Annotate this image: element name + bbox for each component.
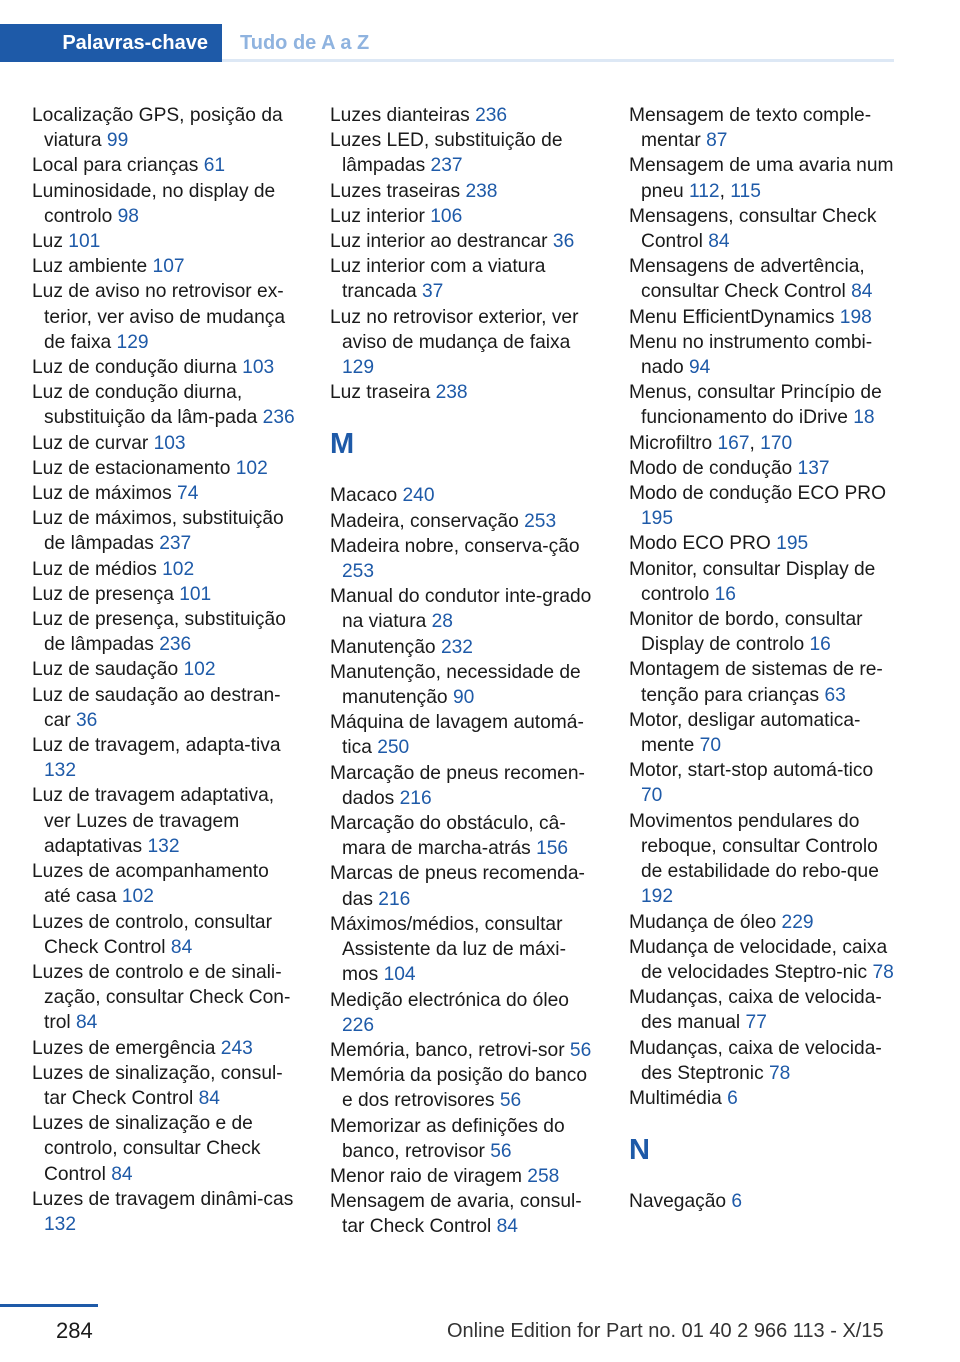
index-entry: [32, 153, 300, 178]
page-reference-link[interactable]: 170: [760, 432, 793, 454]
index-entry-text: Luzes LED, substituição de lâmpadas: [330, 130, 563, 177]
index-entry: [330, 988, 598, 1038]
page-reference-link[interactable]: 102: [162, 558, 195, 580]
index-entry: [32, 279, 300, 355]
page-reference-link[interactable]: 16: [714, 583, 736, 605]
page-reference-link[interactable]: 28: [431, 611, 453, 633]
index-entry-text: Luz de médios: [32, 558, 163, 580]
page-reference-link[interactable]: 216: [399, 787, 432, 809]
index-entry: [629, 531, 897, 556]
index-entry: [32, 733, 300, 783]
index-entry-text: Modo de condução ECO PRO: [629, 483, 887, 505]
page-reference-link[interactable]: 102: [183, 659, 216, 681]
index-entry-text: Menor raio de viragem: [330, 1165, 528, 1187]
page-reference-link[interactable]: 195: [776, 533, 809, 555]
index-entry-text: Manutenção: [330, 636, 441, 658]
index-entry-text: Menu EfficientDynamics: [629, 306, 840, 328]
index-entry: [629, 557, 897, 607]
index-entry-text: Montagem de sistemas de re-tenção para crianças: [629, 659, 883, 706]
page-reference-link[interactable]: 63: [824, 684, 846, 706]
index-entry-text: Memorizar as definições do banco, retrovisor: [330, 1115, 565, 1162]
index-section-letter: M: [330, 428, 355, 461]
page-reference-link[interactable]: 137: [797, 457, 830, 479]
index-entry: [330, 103, 598, 128]
index-entry-text: Medição electrónica do óleo: [330, 989, 569, 1011]
page-reference-link[interactable]: 236: [159, 634, 192, 656]
page-reference-link[interactable]: 253: [342, 561, 375, 583]
index-entry-text: Menus, consultar Princípio de funcionamento do iDrive: [629, 382, 882, 429]
footer-accent-line: [0, 1304, 98, 1307]
index-entry: [629, 254, 897, 304]
index-entry: [32, 380, 300, 430]
index-entry: [330, 912, 598, 988]
index-entry: [32, 859, 300, 909]
page-reference-link[interactable]: 78: [872, 961, 894, 983]
index-entry: [32, 683, 300, 733]
page-reference-link[interactable]: 112: [689, 180, 720, 202]
index-entry-text: Modo de condução: [629, 457, 798, 479]
index-entry-text: Luz: [32, 231, 69, 253]
index-entry: [629, 708, 897, 758]
page-reference-link[interactable]: 84: [198, 1087, 220, 1109]
page-reference-link[interactable]: 56: [499, 1090, 522, 1112]
index-entry-text: Multimédia: [629, 1087, 728, 1109]
page-reference-link[interactable]: 74: [177, 483, 199, 505]
index-entry-text: Luz de máximos: [32, 483, 178, 505]
index-entry-text: Motor, desligar automatica-mente: [629, 709, 861, 757]
page-number: 284: [56, 1318, 93, 1343]
index-entry: [32, 254, 300, 279]
page-reference-link[interactable]: 103: [153, 432, 186, 454]
index-entry-text: Máximos/médios, consultar Assistente da luz de máxi-mos: [330, 913, 566, 986]
index-entry: [32, 1187, 300, 1237]
page-reference-link[interactable]: 90: [452, 687, 475, 709]
index-entry-text: Macaco: [330, 485, 403, 507]
page-reference-link[interactable]: 99: [106, 130, 129, 152]
page-reference-link[interactable]: 98: [117, 205, 139, 227]
index-entry: [629, 607, 897, 657]
page-reference-link[interactable]: 236: [262, 407, 295, 429]
index-entry-text: Luz de condução diurna: [32, 357, 243, 379]
page-reference-link[interactable]: 115: [730, 180, 761, 202]
index-entry: [32, 1061, 300, 1111]
index-entry: [330, 483, 598, 508]
index-entry: [629, 431, 897, 456]
page-reference-link[interactable]: 236: [475, 105, 508, 126]
index-entry: [330, 509, 598, 534]
index-entry-text: Microfiltro: [629, 432, 718, 454]
index-entry: [32, 1036, 300, 1061]
index-entry: [330, 1114, 598, 1164]
index-entry-text: Mudanças, caixa de velocida-des manual: [629, 987, 882, 1034]
page-reference-link[interactable]: 70: [641, 785, 663, 807]
page-reference-link[interactable]: 107: [152, 256, 185, 278]
index-entry-text: Luz de condução diurna, substituição da lâm-pada: [32, 382, 263, 429]
index-entry: [32, 910, 300, 960]
index-entry-text: Luzes de sinalização e de controlo, consultar Check Control: [32, 1113, 261, 1185]
index-entry: [629, 153, 897, 203]
index-entry: [629, 1189, 897, 1214]
index-entry: [629, 1036, 897, 1086]
index-entry-text: Modo ECO PRO: [629, 533, 777, 555]
index-entry-text: Marcação de pneus recomen-dados: [330, 762, 585, 809]
index-entry-text: Luzes de controlo, consultar Check Control: [32, 911, 272, 958]
index-entry: [32, 179, 300, 229]
page-reference-link[interactable]: 6: [727, 1087, 738, 1109]
index-entry: [629, 204, 897, 254]
page-reference-link[interactable]: 243: [220, 1037, 253, 1059]
page-reference-link[interactable]: 102: [121, 886, 154, 908]
index-section-letter: N: [629, 1134, 650, 1167]
page-reference-link[interactable]: 156: [536, 838, 569, 860]
index-entry: [330, 229, 598, 254]
edition-text: Online Edition for Part no. 01 40 2 966 113 - X/15: [447, 1320, 884, 1342]
page-reference-link[interactable]: 101: [68, 231, 101, 253]
index-entry-text: Luzes de sinalização, consul-tar Check Control: [32, 1062, 283, 1109]
index-entry-text: Memória, banco, retrovi-sor: [330, 1039, 570, 1061]
index-entry-text: Mudança de óleo: [629, 911, 782, 933]
index-entry-text: Mensagens, consultar Check Control: [629, 205, 877, 253]
index-entry-text: Mensagem de avaria, consul-tar Check Control: [330, 1191, 582, 1238]
index-entry-text: Luz no retrovisor exterior, ver aviso de mudança de faixa: [330, 306, 579, 353]
index-entry: [629, 380, 897, 430]
index-entry: [32, 355, 300, 380]
page-reference-link[interactable]: 87: [706, 130, 728, 152]
index-entry-text: Luzes dianteiras: [330, 105, 476, 126]
index-entry-text: Monitor, consultar Display de controlo: [629, 558, 876, 605]
index-entry: [330, 660, 598, 710]
page-reference-link[interactable]: 6: [731, 1191, 743, 1213]
top-navigation: [0, 0, 960, 62]
page-reference-link[interactable]: 258: [527, 1165, 560, 1187]
page-reference-link[interactable]: 36: [76, 709, 98, 731]
index-entry: [330, 204, 598, 229]
page-reference-link[interactable]: 132: [44, 1213, 77, 1235]
page-reference-link[interactable]: 18: [853, 407, 875, 429]
index-entry: [330, 1164, 598, 1189]
index-entry-text: Luz interior com a viatura trancada: [330, 256, 546, 303]
page-reference-link[interactable]: 132: [147, 835, 180, 857]
page-reference-link[interactable]: 37: [422, 281, 444, 303]
page-reference-link[interactable]: 132: [44, 760, 77, 782]
index-entry-text: Luzes de emergência: [32, 1037, 221, 1059]
page-reference-link[interactable]: 253: [524, 510, 557, 532]
index-entry-text: Madeira nobre, conserva-ção: [330, 535, 580, 557]
page-reference-link[interactable]: 77: [745, 1012, 767, 1034]
index-entry: [330, 128, 598, 178]
index-entry: [330, 254, 598, 304]
page-reference-link[interactable]: 129: [342, 357, 375, 379]
index-entry: [32, 431, 300, 456]
page-reference-link[interactable]: 250: [377, 737, 410, 759]
index-column-3: [629, 103, 897, 1214]
index-entry-text: Luminosidade, no display de controlo: [32, 180, 276, 227]
page-reference-link[interactable]: 238: [435, 382, 468, 404]
page-reference-link[interactable]: 56: [569, 1039, 592, 1061]
index-entry: [32, 103, 300, 153]
index-entry-text: Manutenção, necessidade de manutenção: [330, 661, 581, 709]
index-entry-text: Marcação do obstáculo, câ-mara de marcha-atrás: [330, 813, 566, 860]
index-entry: [629, 985, 897, 1035]
page-reference-link[interactable]: 94: [689, 357, 711, 379]
tab-tudo-de-a-a-z[interactable]: Tudo de A a Z: [240, 31, 370, 54]
page-reference-link[interactable]: 238: [465, 180, 498, 202]
page-reference-link[interactable]: 129: [116, 331, 149, 353]
index-entry-text: Movimentos pendulares do reboque, consultar Controlo de estabilidade do rebo-que: [629, 810, 879, 883]
index-entry-text: Mensagens de advertência, consultar Check Control: [629, 256, 865, 303]
index-entry: [629, 481, 897, 531]
index-entry: [629, 305, 897, 330]
index-entry-text: Marcas de pneus recomenda-das: [330, 863, 585, 910]
page-reference-link[interactable]: 237: [159, 533, 192, 555]
index-entry: [330, 761, 598, 811]
page-reference-link[interactable]: 192: [641, 886, 674, 908]
index-entry: [32, 607, 300, 657]
index-entry: [330, 811, 598, 861]
index-entry-text: Luz de estacionamento: [32, 457, 236, 479]
page-reference-link[interactable]: 84: [170, 936, 193, 958]
index-entry: [330, 635, 598, 660]
index-entry-text: Mudança de velocidade, caixa de velocidades Steptro-nic: [629, 936, 888, 983]
index-entry: [330, 1189, 598, 1239]
page-reference-link[interactable]: 101: [179, 583, 212, 605]
index-entry: [629, 1086, 897, 1111]
page-reference-link[interactable]: 103: [242, 357, 275, 379]
page-reference-link[interactable]: 56: [490, 1140, 512, 1162]
index-entry-text: Luz de aviso no retrovisor ex-terior, ver aviso de mudança de faixa: [32, 281, 286, 353]
page-reference-link[interactable]: 70: [699, 735, 722, 757]
index-entry: [330, 1038, 598, 1063]
index-entry: [32, 1111, 300, 1187]
index-entry: [330, 1063, 598, 1113]
index-entry-text: Luz de máximos, substituição de lâmpadas: [32, 508, 284, 555]
index-entry: [330, 710, 598, 760]
index-entry: [32, 557, 300, 582]
page-reference-link[interactable]: 84: [76, 1012, 98, 1034]
index-entry-text: Luzes de controlo e de sinali-zação, consultar Check Con-trol: [32, 961, 291, 1034]
page-reference-link[interactable]: 84: [111, 1163, 133, 1185]
index-entry-text: Luz interior ao destrancar: [330, 231, 553, 253]
index-entry: [330, 534, 598, 584]
index-entry: [629, 910, 897, 935]
index-entry-text: Máquina de lavagem automá-tica: [330, 712, 584, 759]
index-entry-text: Luz de saudação ao destran-car: [32, 684, 281, 731]
index-entry-text: Menu no instrumento combi-nado: [629, 331, 873, 379]
page-reference-link[interactable]: 167: [717, 432, 750, 454]
page-reference-link[interactable]: 84: [708, 231, 730, 253]
index-entry-text: Manual do condutor inte-grado na viatura: [330, 586, 592, 633]
page-reference-link[interactable]: 78: [769, 1062, 791, 1084]
page-reference-link[interactable]: 84: [851, 281, 873, 303]
index-column-1: [32, 103, 300, 1237]
index-entry: [330, 179, 598, 204]
index-column-2: [330, 103, 598, 1240]
page-reference-link[interactable]: 16: [809, 634, 831, 656]
index-entry: [629, 103, 897, 153]
index-entry: [330, 305, 598, 381]
tab-underline: [222, 59, 894, 62]
page-reference-link[interactable]: 102: [235, 457, 268, 479]
index-entry-text: Luz interior: [330, 205, 431, 227]
page-reference-link[interactable]: 226: [342, 1014, 375, 1036]
page-reference-link[interactable]: 229: [781, 911, 814, 933]
page-reference-link[interactable]: 195: [641, 508, 674, 530]
page-reference-link[interactable]: 106: [430, 205, 463, 227]
index-entry-text: ,: [719, 180, 731, 202]
index-entry-text: Local para crianças: [32, 155, 204, 177]
page-reference-link[interactable]: 84: [496, 1216, 518, 1238]
index-entry-text: Luz traseira: [330, 382, 436, 404]
index-entry-text: Monitor de bordo, consultar Display de controlo: [629, 609, 863, 656]
index-entry-text: Mudanças, caixa de velocida-des Steptronic: [629, 1037, 882, 1084]
index-entry-text: Luzes de travagem dinâmi-cas: [32, 1188, 294, 1210]
index-entry-text: Localização GPS, posição da viatura: [32, 105, 283, 152]
page-reference-link[interactable]: 232: [440, 636, 473, 658]
index-entry: [32, 456, 300, 481]
tab-palavras-chave[interactable]: Palavras-chave: [0, 24, 222, 62]
index-entry: [629, 657, 897, 707]
index-entry: [629, 330, 897, 380]
index-entry-text: Luzes traseiras: [330, 180, 466, 202]
page-reference-link[interactable]: 237: [430, 155, 463, 177]
page-reference-link[interactable]: 216: [378, 888, 411, 910]
index-entry-text: Luz de curvar: [32, 432, 154, 454]
index-entry: [32, 506, 300, 556]
index-entry: [330, 380, 598, 405]
index-entry-text: Luz de travagem adaptativa, ver Luzes de travagem adaptativas: [32, 785, 275, 857]
index-entry-text: Luz de presença: [32, 583, 180, 605]
index-entry: [629, 758, 897, 808]
index-entry: [629, 935, 897, 985]
index-entry-text: Luz de saudação: [32, 659, 184, 681]
index-entry-text: Luzes de acompanhamento até casa: [32, 861, 269, 908]
index-entry-text: Navegação: [629, 1191, 732, 1213]
index-entry: [32, 481, 300, 506]
page-reference-link[interactable]: 240: [402, 485, 435, 507]
index-entry-text: Mensagem de uma avaria num pneu: [629, 155, 894, 202]
index-entry-text: Mensagem de texto comple-mentar: [629, 105, 872, 152]
index-entry-text: ,: [749, 432, 761, 454]
index-entry: [629, 456, 897, 481]
index-entry-text: Luz de presença, substituição de lâmpadas: [32, 609, 286, 656]
index-entry: [32, 657, 300, 682]
page-reference-link[interactable]: 36: [552, 231, 575, 253]
index-entry: [629, 809, 897, 910]
index-entry-text: Luz ambiente: [32, 256, 153, 278]
index-entry-text: Memória da posição do banco e dos retrovisores: [330, 1065, 588, 1112]
page-reference-link[interactable]: 198: [839, 306, 872, 328]
page-reference-link[interactable]: 104: [383, 964, 416, 986]
index-entry-text: Madeira, conservação: [330, 510, 525, 532]
index-entry-text: Luz de travagem, adapta-tiva: [32, 735, 281, 757]
page-reference-link[interactable]: 61: [203, 155, 226, 177]
index-entry: [330, 584, 598, 634]
index-entry: [32, 783, 300, 859]
index-entry: [32, 229, 300, 254]
index-entry: [330, 861, 598, 911]
index-entry: [32, 960, 300, 1036]
index-entry-text: Motor, start-stop automá-tico: [629, 760, 874, 782]
index-entry: [32, 582, 300, 607]
